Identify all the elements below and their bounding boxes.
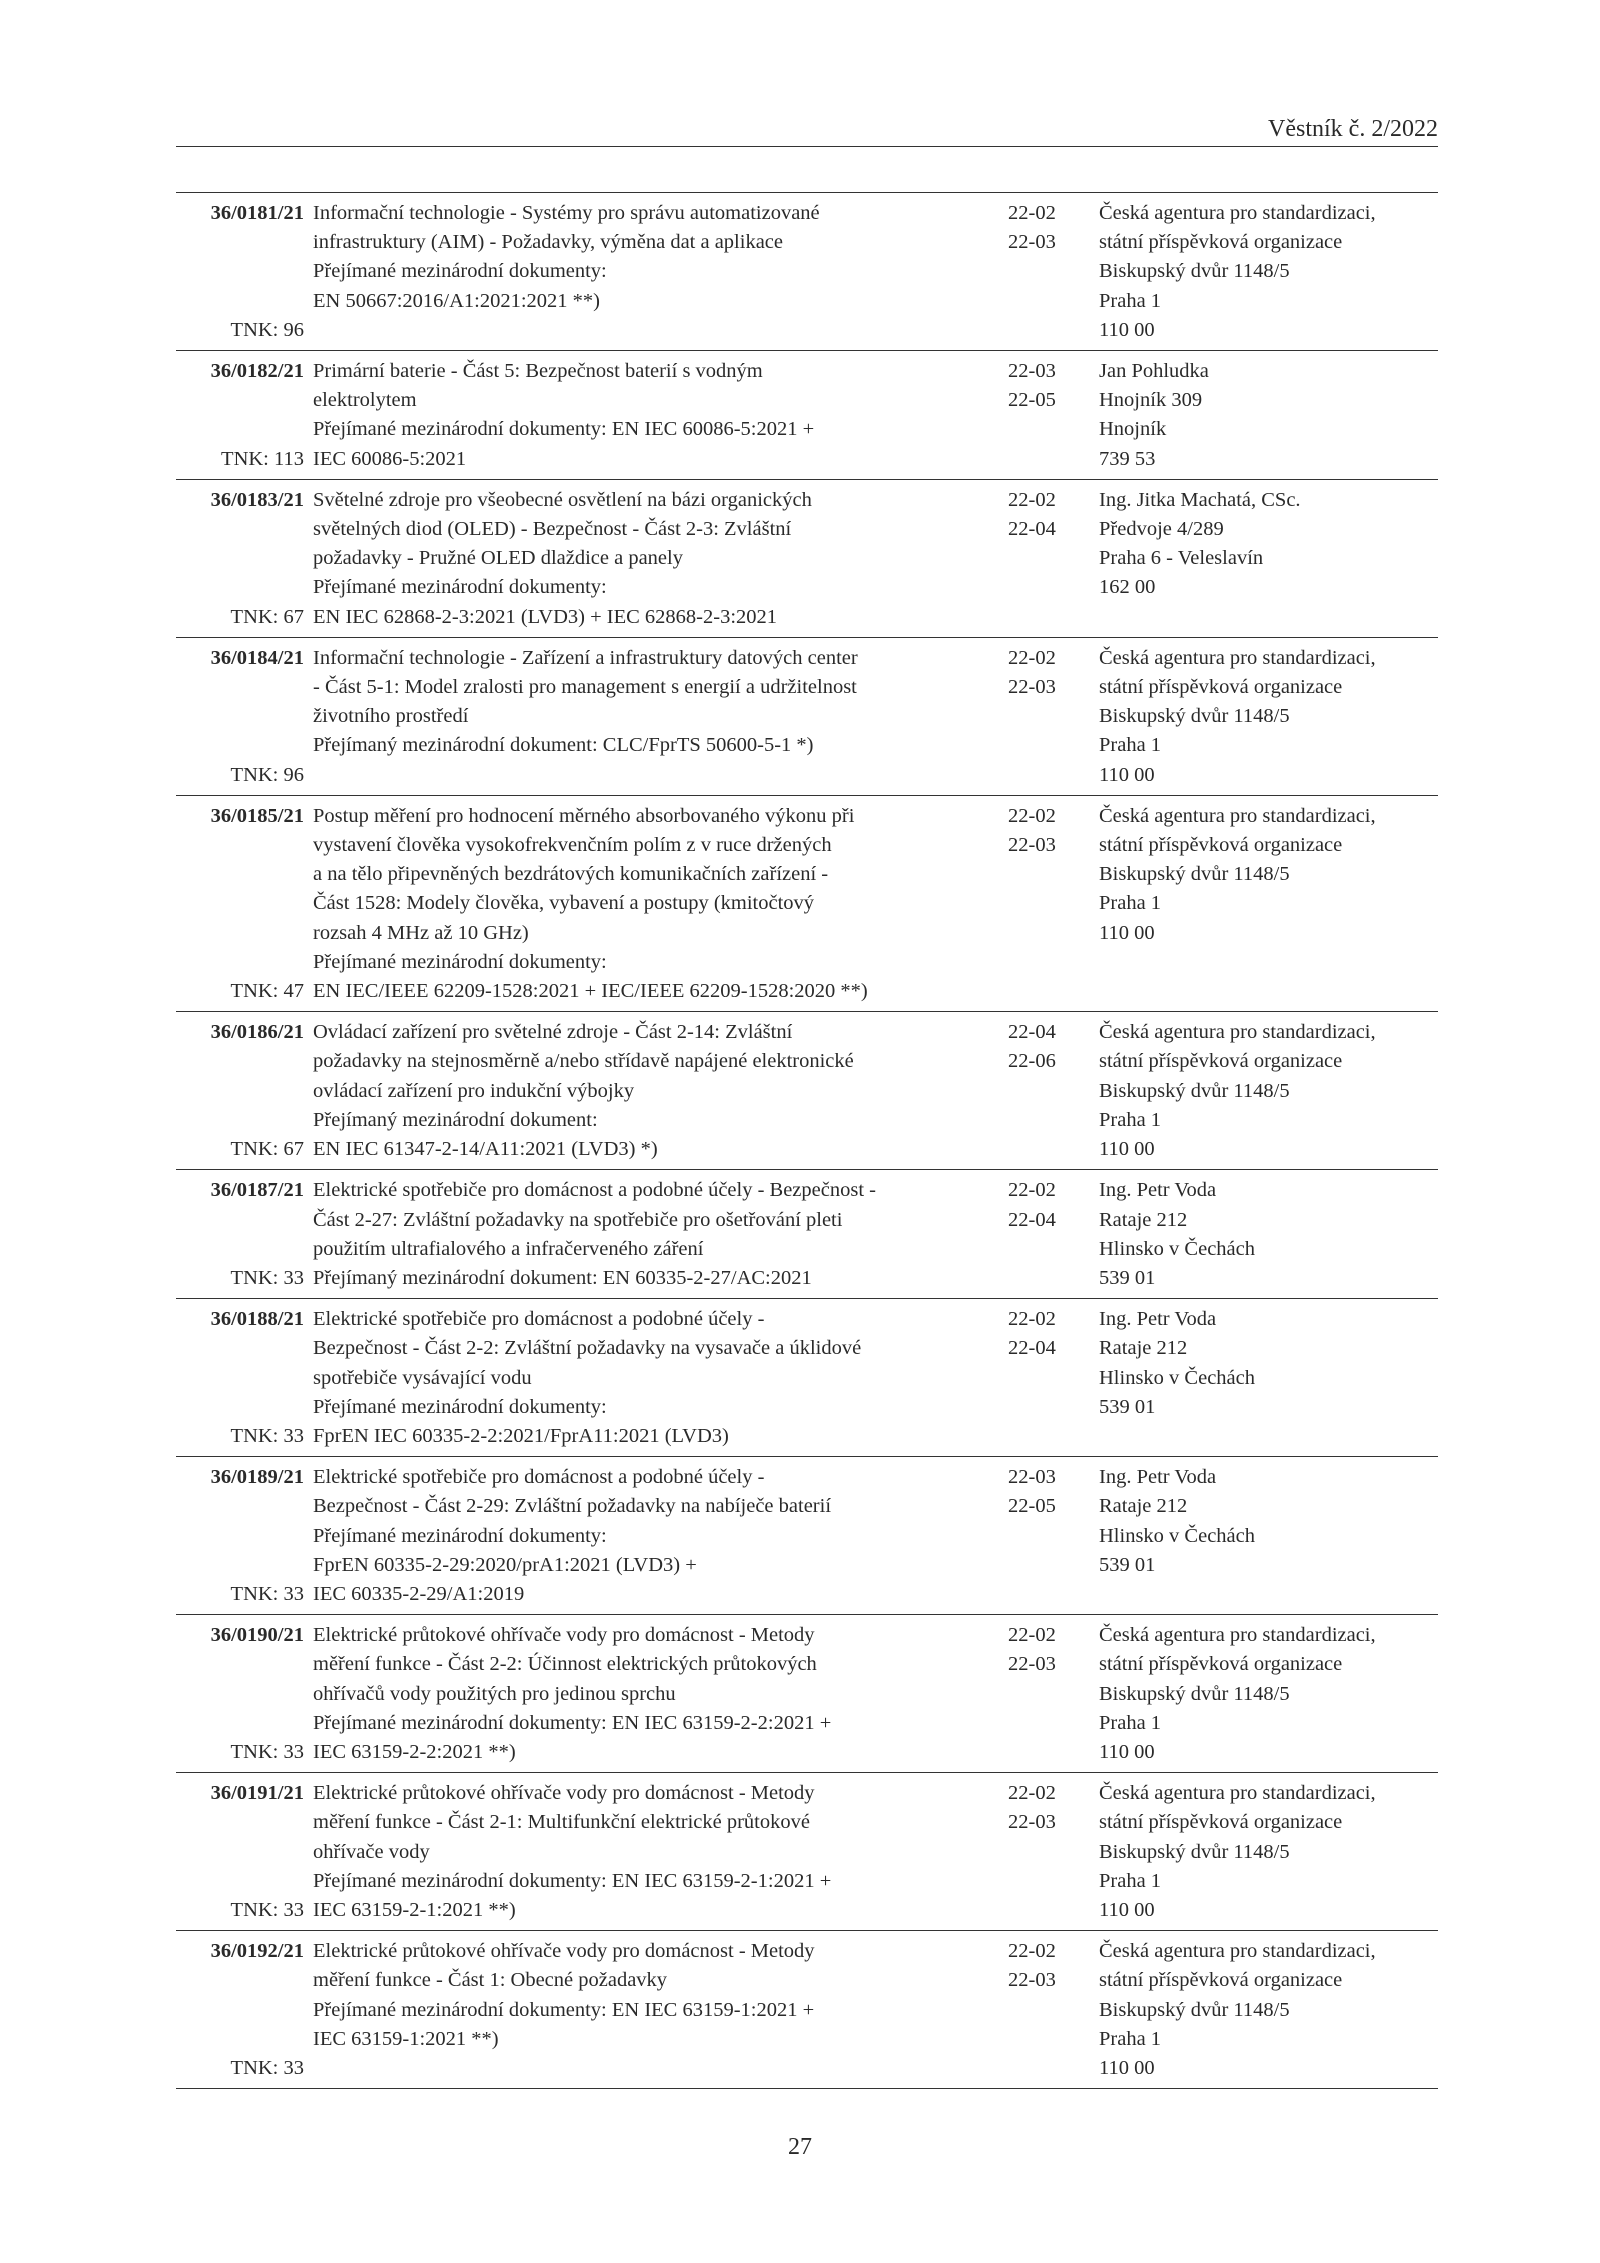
entry-contact-line: Ing. Petr Voda	[1099, 1179, 1217, 1202]
entry-title-line: Bezpečnost - Část 2-2: Zvláštní požadavky na vysavače a úklidové	[313, 1337, 862, 1360]
entry-title-line: životního prostředí	[313, 705, 469, 728]
table-row	[176, 1457, 1438, 1615]
entry-contact	[1077, 802, 1438, 1006]
entry-id-cell	[176, 199, 304, 345]
entry-title	[304, 644, 984, 790]
entry-title	[304, 802, 984, 1006]
entry-title	[304, 199, 984, 345]
entry-title	[304, 1937, 984, 2083]
entry-title-line: IEC 63159-2-2:2021 **)	[313, 1740, 516, 1763]
entry-contact-line: Praha 1	[1099, 289, 1162, 312]
entry-title-line: Primární baterie - Část 5: Bezpečnost baterií s vodným	[313, 360, 763, 383]
entry-id-cell	[176, 1018, 304, 1164]
entry-title-line: FprEN 60335-2-29:2020/prA1:2021 (LVD3) +	[313, 1553, 697, 1576]
entry-title-line: světelných diod (OLED) - Bezpečnost - Část 2-3: Zvláštní	[313, 518, 792, 541]
table-row	[176, 351, 1438, 480]
entry-title-line: Přejímané mezinárodní dokumenty:	[313, 576, 607, 599]
entry-contact-line: Rataje 212	[1099, 1337, 1188, 1360]
entry-number: 36/0181/21	[210, 202, 304, 224]
table-row	[176, 1012, 1438, 1170]
entry-contact	[1077, 357, 1438, 474]
entry-tnk: TNK: 96	[230, 318, 304, 341]
entry-contact-line: Biskupský dvůr 1148/5	[1099, 1682, 1290, 1705]
entry-title-line: měření funkce - Část 2-1: Multifunkční elektrické průtokové	[313, 1811, 810, 1834]
entry-contact-line: Biskupský dvůr 1148/5	[1099, 1998, 1290, 2021]
entry-dates	[984, 357, 1077, 474]
entry-title-line: Přejímaný mezinárodní dokument: EN 60335-2-27/AC:2021	[313, 1266, 812, 1289]
entry-dates-line: 22-03	[1008, 1811, 1056, 1834]
entry-id-cell	[176, 1463, 304, 1609]
entry-contact	[1077, 1305, 1438, 1451]
entry-id-cell	[176, 1779, 304, 1925]
entry-title-line: Postup měření pro hodnocení měrného absorbovaného výkonu při	[313, 804, 855, 827]
entry-number: 36/0182/21	[210, 360, 304, 383]
entry-id-cell	[176, 1937, 304, 2083]
standards-table	[176, 192, 1438, 2089]
entry-title-line: EN 50667:2016/A1:2021:2021 **)	[313, 289, 600, 312]
entry-title-line: Elektrické spotřebiče pro domácnost a podobné účely - Bezpečnost -	[313, 1179, 876, 1202]
entry-contact-line: Česká agentura pro standardizaci,	[1099, 1782, 1376, 1805]
entry-title-line: infrastruktury (AIM) - Požadavky, výměna dat a aplikace	[313, 231, 783, 254]
entry-id-cell	[176, 802, 304, 1006]
entry-tnk: TNK: 96	[230, 763, 304, 786]
entry-contact-line: Praha 1	[1099, 1108, 1162, 1131]
entry-contact-line: státní příspěvková organizace	[1099, 676, 1343, 699]
entry-contact-line: Rataje 212	[1099, 1495, 1188, 1518]
entry-dates-line: 22-04	[1008, 1021, 1056, 1044]
entry-dates-line: 22-03	[1008, 1653, 1056, 1676]
entry-title-line: Část 2-27: Zvláštní požadavky na spotřebiče pro ošetřování pleti	[313, 1208, 843, 1231]
entry-number: 36/0183/21	[210, 488, 304, 511]
entry-title-line: a na tělo připevněných bezdrátových komunikačních zařízení -	[313, 863, 829, 886]
entry-title-line: Elektrické průtokové ohřívače vody pro domácnost - Metody	[313, 1624, 815, 1647]
entry-number: 36/0186/21	[210, 1021, 304, 1044]
entry-dates-line: 22-03	[1008, 360, 1056, 383]
entry-title-line: Přejímaný mezinárodní dokument: CLC/FprTS 50600-5-1 *)	[313, 734, 814, 757]
entry-dates-line: 22-02	[1008, 1940, 1056, 1963]
entry-dates-line: 22-02	[1008, 1624, 1056, 1647]
table-row	[176, 796, 1438, 1012]
entry-dates-line: 22-02	[1008, 202, 1056, 224]
entry-contact-line: 110 00	[1099, 921, 1155, 944]
entry-number: 36/0190/21	[210, 1624, 304, 1647]
entry-title-line: Část 1528: Modely člověka, vybavení a postupy (kmitočtový	[313, 892, 815, 915]
entry-contact-line: Praha 1	[1099, 2027, 1162, 2050]
entry-contact-line: Hlinsko v Čechách	[1099, 1237, 1255, 1260]
entry-id-cell	[176, 357, 304, 474]
entry-dates-line: 22-02	[1008, 1179, 1056, 1202]
entry-number: 36/0187/21	[210, 1179, 304, 1202]
entry-contact	[1077, 486, 1438, 632]
entry-title-line: vystavení člověka vysokofrekvenčním polím z v ruce držených	[313, 834, 832, 857]
entry-id-cell	[176, 1305, 304, 1451]
entry-contact-line: 110 00	[1099, 318, 1155, 341]
table-row	[176, 480, 1438, 638]
entry-contact-line: Česká agentura pro standardizaci,	[1099, 202, 1376, 224]
entry-title-line: IEC 63159-2-1:2021 **)	[313, 1898, 516, 1921]
entry-dates	[984, 486, 1077, 632]
entry-dates-line: 22-02	[1008, 488, 1056, 511]
entry-contact-line: Biskupský dvůr 1148/5	[1099, 260, 1290, 283]
entry-title-line: ohřívačů vody použitých pro jedinou sprchu	[313, 1682, 676, 1705]
entry-tnk: TNK: 47	[230, 980, 304, 1003]
entry-contact-line: Jan Pohludka	[1099, 360, 1209, 383]
entry-title-line: Přejímané mezinárodní dokumenty: EN IEC 63159-1:2021 +	[313, 1998, 815, 2021]
entry-title-line: FprEN IEC 60335-2-2:2021/FprA11:2021 (LVD3)	[313, 1424, 729, 1447]
entry-dates-line: 22-05	[1008, 389, 1056, 412]
entry-tnk: TNK: 67	[230, 605, 304, 628]
entry-title-line: Elektrické spotřebiče pro domácnost a podobné účely -	[313, 1308, 765, 1331]
table-row	[176, 193, 1438, 351]
entry-title-line: EN IEC 62868-2-3:2021 (LVD3) + IEC 62868-2-3:2021	[313, 605, 778, 628]
entry-contact-line: Biskupský dvůr 1148/5	[1099, 1840, 1290, 1863]
entry-title	[304, 486, 984, 632]
entry-id-cell	[176, 486, 304, 632]
entry-contact-line: 110 00	[1099, 763, 1155, 786]
entry-dates-line: 22-02	[1008, 1782, 1056, 1805]
entry-contact-line: Ing. Jitka Machatá, CSc.	[1099, 488, 1301, 511]
entry-title-line: Informační technologie - Zařízení a infrastruktury datových center	[313, 646, 858, 669]
entry-dates-line: 22-06	[1008, 1050, 1056, 1073]
entry-contact-line: 539 01	[1099, 1266, 1156, 1289]
entry-contact	[1077, 1779, 1438, 1925]
entry-dates-line: 22-04	[1008, 1208, 1056, 1231]
entry-contact-line: Biskupský dvůr 1148/5	[1099, 1079, 1290, 1102]
page-number: 27	[788, 2134, 812, 2160]
entry-contact	[1077, 1621, 1438, 1767]
entry-title-line: použitím ultrafialového a infračerveného záření	[313, 1237, 704, 1260]
entry-dates	[984, 1779, 1077, 1925]
entry-tnk: TNK: 33	[230, 1266, 304, 1289]
entry-dates	[984, 1937, 1077, 2083]
entry-contact-line: 539 01	[1099, 1553, 1156, 1576]
entry-contact	[1077, 1176, 1438, 1293]
entry-number: 36/0188/21	[210, 1308, 304, 1331]
entry-title-line: IEC 60086-5:2021	[313, 447, 467, 470]
entry-contact-line: státní příspěvková organizace	[1099, 1050, 1343, 1073]
entry-contact	[1077, 199, 1438, 345]
entry-contact-line: Předvoje 4/289	[1099, 518, 1224, 541]
entry-contact-line: Praha 6 - Veleslavín	[1099, 547, 1264, 570]
page-header	[176, 112, 1438, 147]
entry-contact-line: Ing. Petr Voda	[1099, 1466, 1217, 1489]
entry-contact-line: státní příspěvková organizace	[1099, 1653, 1343, 1676]
entry-contact-line: státní příspěvková organizace	[1099, 1969, 1343, 1992]
entry-tnk: TNK: 33	[230, 1424, 304, 1447]
entry-title-line: IEC 63159-1:2021 **)	[313, 2027, 499, 2050]
entry-dates-line: 22-03	[1008, 1969, 1056, 1992]
entry-title-line: Přejímané mezinárodní dokumenty: EN IEC 63159-2-1:2021 +	[313, 1869, 832, 1892]
entry-title-line: Ovládací zařízení pro světelné zdroje - Část 2-14: Zvláštní	[313, 1021, 793, 1044]
entry-title	[304, 1463, 984, 1609]
entry-dates-line: 22-03	[1008, 834, 1056, 857]
entry-title-line: měření funkce - Část 1: Obecné požadavky	[313, 1969, 668, 1992]
entry-title-line: EN IEC/IEEE 62209-1528:2021 + IEC/IEEE 62209-1528:2020 **)	[313, 980, 868, 1003]
entry-contact-line: 110 00	[1099, 1898, 1155, 1921]
entry-title-line: Přejímané mezinárodní dokumenty:	[313, 950, 607, 973]
entry-contact-line: Hnojník 309	[1099, 389, 1203, 412]
entry-number: 36/0185/21	[210, 804, 304, 827]
entry-number: 36/0192/21	[210, 1940, 304, 1963]
bulletin-title: Věstník č. 2/2022	[1268, 116, 1438, 142]
entry-contact-line: Hlinsko v Čechách	[1099, 1366, 1255, 1389]
entry-dates	[984, 644, 1077, 790]
entry-dates	[984, 1305, 1077, 1451]
entry-contact-line: státní příspěvková organizace	[1099, 834, 1343, 857]
table-row	[176, 1773, 1438, 1931]
entry-contact-line: Česká agentura pro standardizaci,	[1099, 804, 1376, 827]
entry-contact-line: Praha 1	[1099, 734, 1162, 757]
entry-dates	[984, 1018, 1077, 1164]
entry-dates-line: 22-03	[1008, 1466, 1056, 1489]
entry-title-line: měření funkce - Část 2-2: Účinnost elektrických průtokových	[313, 1653, 817, 1676]
entry-title-line: spotřebiče vysávající vodu	[313, 1366, 532, 1389]
entry-dates	[984, 1463, 1077, 1609]
entry-dates-line: 22-03	[1008, 676, 1056, 699]
entry-title-line: Přejímané mezinárodní dokumenty: EN IEC 63159-2-2:2021 +	[313, 1711, 832, 1734]
entry-title-line: ovládací zařízení pro indukční výbojky	[313, 1079, 635, 1102]
entry-dates	[984, 802, 1077, 1006]
entry-title-line: požadavky na stejnosměrně a/nebo střídavě napájené elektronické	[313, 1050, 854, 1073]
entry-title	[304, 1621, 984, 1767]
entry-contact-line: Praha 1	[1099, 892, 1162, 915]
entry-title-line: ohřívače vody	[313, 1840, 430, 1863]
entry-contact-line: 739 53	[1099, 447, 1156, 470]
table-row	[176, 638, 1438, 796]
entry-title-line: požadavky - Pružné OLED dlaždice a panely	[313, 547, 683, 570]
entry-number: 36/0189/21	[210, 1466, 304, 1489]
entry-title-line: Elektrické spotřebiče pro domácnost a podobné účely -	[313, 1466, 765, 1489]
entry-contact-line: Hlinsko v Čechách	[1099, 1524, 1255, 1547]
table-row	[176, 1931, 1438, 2089]
entry-dates	[984, 1176, 1077, 1293]
entry-title-line: Elektrické průtokové ohřívače vody pro domácnost - Metody	[313, 1782, 815, 1805]
entry-id-cell	[176, 1621, 304, 1767]
entry-dates-line: 22-04	[1008, 518, 1056, 541]
entry-dates	[984, 199, 1077, 345]
entry-number: 36/0184/21	[210, 646, 304, 669]
entry-dates-line: 22-05	[1008, 1495, 1056, 1518]
entry-contact-line: Praha 1	[1099, 1869, 1162, 1892]
entry-id-cell	[176, 644, 304, 790]
entry-contact-line: Biskupský dvůr 1148/5	[1099, 863, 1290, 886]
entry-dates-line: 22-04	[1008, 1337, 1056, 1360]
entry-contact-line: Česká agentura pro standardizaci,	[1099, 1940, 1376, 1963]
entry-contact-line: 110 00	[1099, 1740, 1155, 1763]
entry-contact-line: státní příspěvková organizace	[1099, 1811, 1343, 1834]
table-row	[176, 1299, 1438, 1457]
entry-contact	[1077, 1018, 1438, 1164]
entry-tnk: TNK: 67	[230, 1138, 304, 1161]
entry-title-line: Bezpečnost - Část 2-29: Zvláštní požadavky na nabíječe baterií	[313, 1495, 832, 1518]
entry-contact-line: Hnojník	[1099, 418, 1167, 441]
entry-title-line: IEC 60335-2-29/A1:2019	[313, 1582, 525, 1605]
entry-dates	[984, 1621, 1077, 1767]
table-row	[176, 1615, 1438, 1773]
entry-title-line: rozsah 4 MHz až 10 GHz)	[313, 921, 529, 944]
entry-title-line: Přejímané mezinárodní dokumenty:	[313, 1524, 607, 1547]
entry-contact	[1077, 644, 1438, 790]
entry-tnk: TNK: 113	[221, 447, 304, 470]
entry-title-line: Přejímané mezinárodní dokumenty:	[313, 1395, 607, 1418]
entry-title-line: - Část 5-1: Model zralosti pro management s energií a udržitelnost	[313, 676, 857, 699]
entry-title-line: Elektrické průtokové ohřívače vody pro domácnost - Metody	[313, 1940, 815, 1963]
entry-title-line: elektrolytem	[313, 389, 417, 412]
entry-contact-line: 162 00	[1099, 576, 1156, 599]
entry-number: 36/0191/21	[210, 1782, 304, 1805]
entry-contact-line: Ing. Petr Voda	[1099, 1308, 1217, 1331]
table-row	[176, 1170, 1438, 1299]
entry-contact-line: Česká agentura pro standardizaci,	[1099, 1021, 1376, 1044]
entry-title-line: Světelné zdroje pro všeobecné osvětlení na bázi organických	[313, 488, 812, 511]
entry-contact-line: 110 00	[1099, 1138, 1155, 1161]
entry-title-line: Přejímaný mezinárodní dokument:	[313, 1108, 598, 1131]
entry-contact-line: Česká agentura pro standardizaci,	[1099, 1624, 1376, 1647]
entry-contact-line: státní příspěvková organizace	[1099, 231, 1343, 254]
entry-title-line: Přejímané mezinárodní dokumenty: EN IEC 60086-5:2021 +	[313, 418, 815, 441]
entry-contact-line: Rataje 212	[1099, 1208, 1188, 1231]
entry-title	[304, 1305, 984, 1451]
entry-contact-line: Česká agentura pro standardizaci,	[1099, 646, 1376, 669]
entry-title	[304, 357, 984, 474]
entry-title-line: EN IEC 61347-2-14/A11:2021 (LVD3) *)	[313, 1138, 658, 1161]
entry-dates-line: 22-02	[1008, 1308, 1056, 1331]
entry-dates-line: 22-02	[1008, 646, 1056, 669]
entry-id-cell	[176, 1176, 304, 1293]
entry-title	[304, 1176, 984, 1293]
entry-contact-line: 110 00	[1099, 2056, 1155, 2079]
entry-tnk: TNK: 33	[230, 1740, 304, 1763]
entry-tnk: TNK: 33	[230, 1582, 304, 1605]
entry-title-line: Přejímané mezinárodní dokumenty:	[313, 260, 607, 283]
entry-dates-line: 22-03	[1008, 231, 1056, 254]
entry-title-line: Informační technologie - Systémy pro správu automatizované	[313, 202, 820, 224]
entry-contact	[1077, 1463, 1438, 1609]
entry-title	[304, 1018, 984, 1164]
entry-dates-line: 22-02	[1008, 804, 1056, 827]
entry-tnk: TNK: 33	[230, 2056, 304, 2079]
entry-contact-line: Biskupský dvůr 1148/5	[1099, 705, 1290, 728]
entry-title	[304, 1779, 984, 1925]
entry-contact	[1077, 1937, 1438, 2083]
entry-contact-line: Praha 1	[1099, 1711, 1162, 1734]
entry-tnk: TNK: 33	[230, 1898, 304, 1921]
entry-contact-line: 539 01	[1099, 1395, 1156, 1418]
